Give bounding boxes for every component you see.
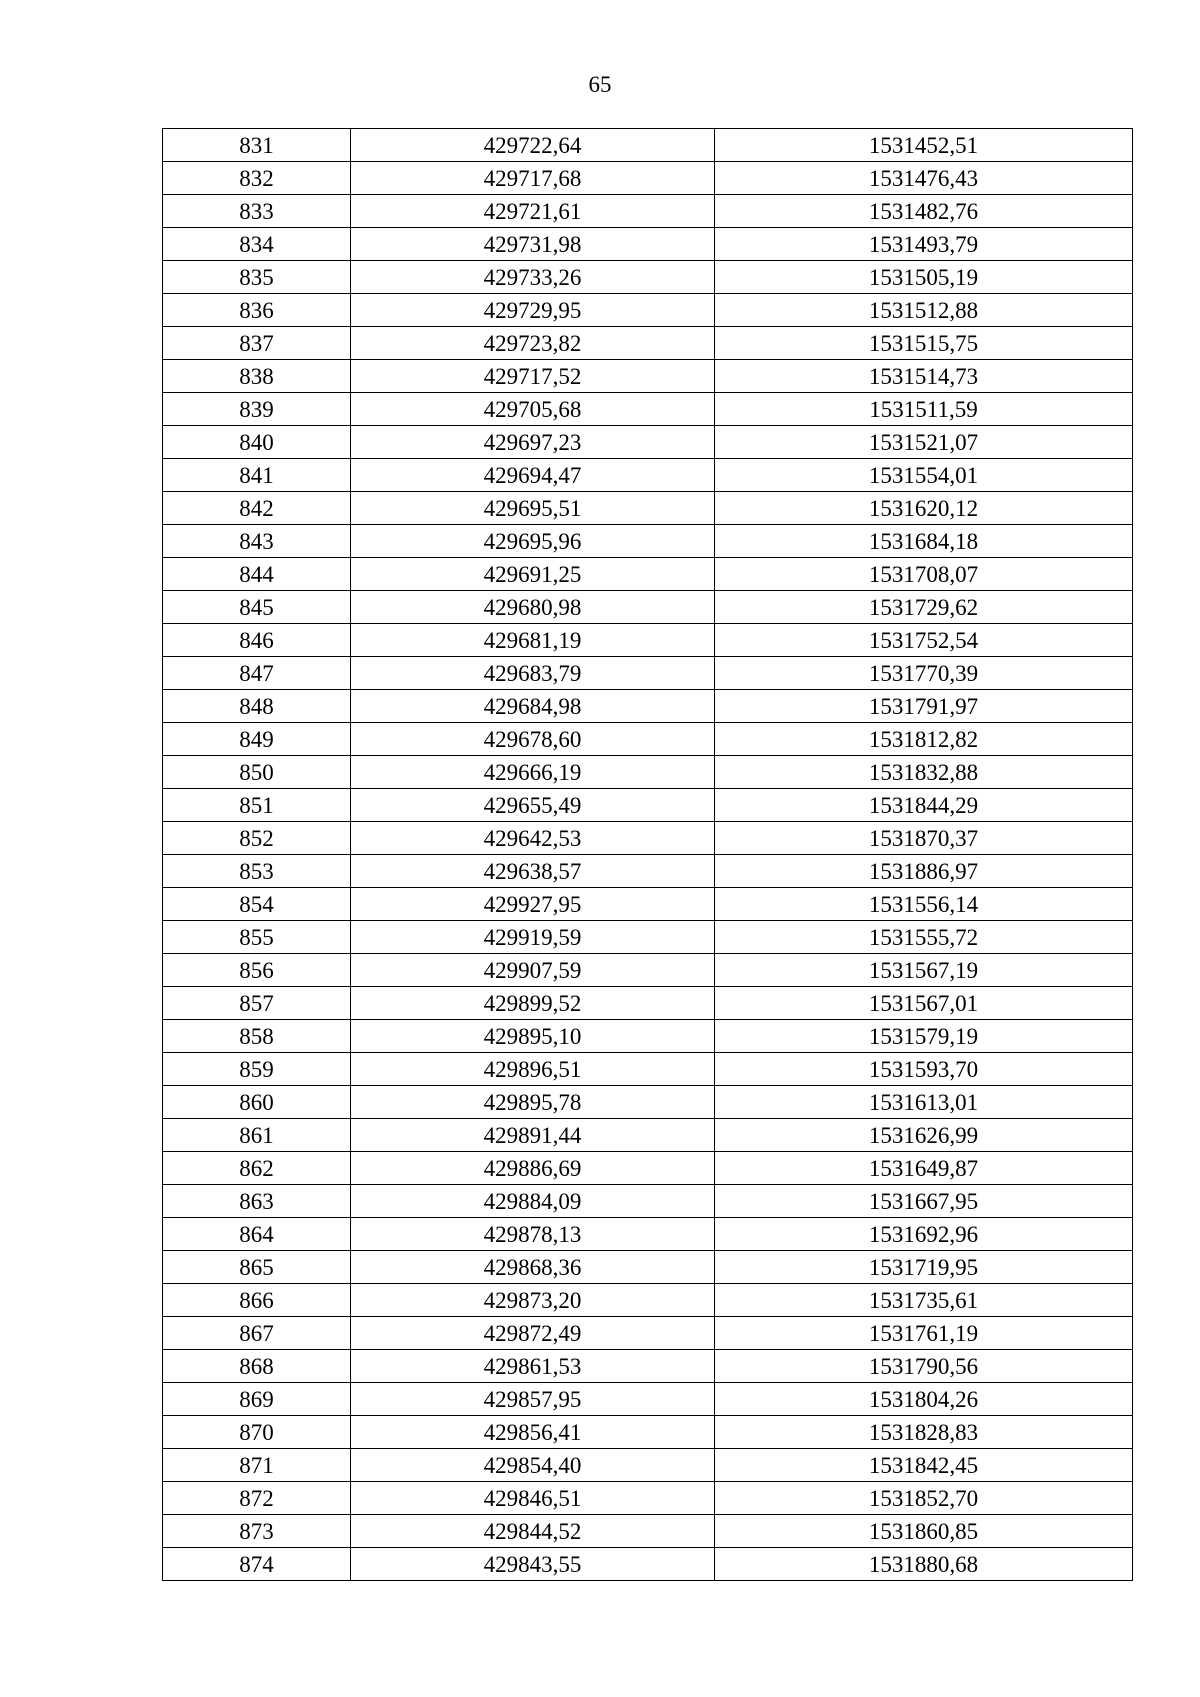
point-number-cell: 836	[163, 294, 351, 327]
y-coordinate-cell: 1531735,61	[715, 1284, 1133, 1317]
x-coordinate-cell: 429878,13	[351, 1218, 715, 1251]
point-number-cell: 851	[163, 789, 351, 822]
table-row	[163, 657, 1133, 690]
y-coordinate-cell: 1531719,95	[715, 1251, 1133, 1284]
point-number-cell: 861	[163, 1119, 351, 1152]
x-coordinate-cell: 429899,52	[351, 987, 715, 1020]
table-row	[163, 822, 1133, 855]
table-row	[163, 1119, 1133, 1152]
table-row	[163, 855, 1133, 888]
x-coordinate-cell: 429717,68	[351, 162, 715, 195]
y-coordinate-cell: 1531613,01	[715, 1086, 1133, 1119]
x-coordinate-cell: 429857,95	[351, 1383, 715, 1416]
table-row	[163, 987, 1133, 1020]
point-number-cell: 844	[163, 558, 351, 591]
point-number-cell: 838	[163, 360, 351, 393]
x-coordinate-cell: 429697,23	[351, 426, 715, 459]
table-row	[163, 327, 1133, 360]
y-coordinate-cell: 1531860,85	[715, 1515, 1133, 1548]
table-row	[163, 261, 1133, 294]
x-coordinate-cell: 429684,98	[351, 690, 715, 723]
point-number-cell: 859	[163, 1053, 351, 1086]
x-coordinate-cell: 429683,79	[351, 657, 715, 690]
table-row	[163, 1350, 1133, 1383]
x-coordinate-cell: 429733,26	[351, 261, 715, 294]
table-row	[163, 1086, 1133, 1119]
point-number-cell: 833	[163, 195, 351, 228]
coordinates-table	[162, 128, 1133, 1581]
table-row	[163, 1284, 1133, 1317]
y-coordinate-cell: 1531555,72	[715, 921, 1133, 954]
table-row	[163, 393, 1133, 426]
table-row	[163, 756, 1133, 789]
x-coordinate-cell: 429895,10	[351, 1020, 715, 1053]
table-row	[163, 1548, 1133, 1581]
point-number-cell: 868	[163, 1350, 351, 1383]
point-number-cell: 862	[163, 1152, 351, 1185]
y-coordinate-cell: 1531790,56	[715, 1350, 1133, 1383]
x-coordinate-cell: 429886,69	[351, 1152, 715, 1185]
y-coordinate-cell: 1531870,37	[715, 822, 1133, 855]
y-coordinate-cell: 1531515,75	[715, 327, 1133, 360]
x-coordinate-cell: 429843,55	[351, 1548, 715, 1581]
y-coordinate-cell: 1531521,07	[715, 426, 1133, 459]
x-coordinate-cell: 429861,53	[351, 1350, 715, 1383]
point-number-cell: 840	[163, 426, 351, 459]
y-coordinate-cell: 1531812,82	[715, 723, 1133, 756]
x-coordinate-cell: 429856,41	[351, 1416, 715, 1449]
table-row	[163, 1449, 1133, 1482]
x-coordinate-cell: 429722,64	[351, 129, 715, 162]
x-coordinate-cell: 429705,68	[351, 393, 715, 426]
point-number-cell: 871	[163, 1449, 351, 1482]
table-row	[163, 1185, 1133, 1218]
point-number-cell: 853	[163, 855, 351, 888]
x-coordinate-cell: 429854,40	[351, 1449, 715, 1482]
point-number-cell: 834	[163, 228, 351, 261]
x-coordinate-cell: 429691,25	[351, 558, 715, 591]
y-coordinate-cell: 1531692,96	[715, 1218, 1133, 1251]
y-coordinate-cell: 1531511,59	[715, 393, 1133, 426]
table-row	[163, 1482, 1133, 1515]
x-coordinate-cell: 429868,36	[351, 1251, 715, 1284]
y-coordinate-cell: 1531844,29	[715, 789, 1133, 822]
x-coordinate-cell: 429694,47	[351, 459, 715, 492]
y-coordinate-cell: 1531593,70	[715, 1053, 1133, 1086]
y-coordinate-cell: 1531567,19	[715, 954, 1133, 987]
y-coordinate-cell: 1531579,19	[715, 1020, 1133, 1053]
table-row	[163, 1218, 1133, 1251]
x-coordinate-cell: 429844,52	[351, 1515, 715, 1548]
table-row	[163, 921, 1133, 954]
x-coordinate-cell: 429638,57	[351, 855, 715, 888]
y-coordinate-cell: 1531626,99	[715, 1119, 1133, 1152]
point-number-cell: 831	[163, 129, 351, 162]
point-number-cell: 870	[163, 1416, 351, 1449]
x-coordinate-cell: 429681,19	[351, 624, 715, 657]
y-coordinate-cell: 1531514,73	[715, 360, 1133, 393]
table-row	[163, 1416, 1133, 1449]
y-coordinate-cell: 1531842,45	[715, 1449, 1133, 1482]
table-row	[163, 1383, 1133, 1416]
x-coordinate-cell: 429896,51	[351, 1053, 715, 1086]
y-coordinate-cell: 1531649,87	[715, 1152, 1133, 1185]
x-coordinate-cell: 429680,98	[351, 591, 715, 624]
y-coordinate-cell: 1531554,01	[715, 459, 1133, 492]
table-row	[163, 1251, 1133, 1284]
point-number-cell: 835	[163, 261, 351, 294]
point-number-cell: 849	[163, 723, 351, 756]
page-number: 65	[588, 72, 612, 97]
y-coordinate-cell: 1531886,97	[715, 855, 1133, 888]
point-number-cell: 863	[163, 1185, 351, 1218]
y-coordinate-cell: 1531667,95	[715, 1185, 1133, 1218]
y-coordinate-cell: 1531708,07	[715, 558, 1133, 591]
point-number-cell: 841	[163, 459, 351, 492]
point-number-cell: 869	[163, 1383, 351, 1416]
table-row	[163, 459, 1133, 492]
y-coordinate-cell: 1531620,12	[715, 492, 1133, 525]
x-coordinate-cell: 429666,19	[351, 756, 715, 789]
table-row	[163, 1053, 1133, 1086]
table-row	[163, 1317, 1133, 1350]
x-coordinate-cell: 429678,60	[351, 723, 715, 756]
table-row	[163, 624, 1133, 657]
y-coordinate-cell: 1531880,68	[715, 1548, 1133, 1581]
point-number-cell: 842	[163, 492, 351, 525]
table-row	[163, 690, 1133, 723]
x-coordinate-cell: 429927,95	[351, 888, 715, 921]
point-number-cell: 874	[163, 1548, 351, 1581]
y-coordinate-cell: 1531684,18	[715, 525, 1133, 558]
x-coordinate-cell: 429731,98	[351, 228, 715, 261]
table-row	[163, 1152, 1133, 1185]
y-coordinate-cell: 1531493,79	[715, 228, 1133, 261]
point-number-cell: 848	[163, 690, 351, 723]
point-number-cell: 850	[163, 756, 351, 789]
x-coordinate-cell: 429891,44	[351, 1119, 715, 1152]
point-number-cell: 852	[163, 822, 351, 855]
table-row	[163, 1020, 1133, 1053]
point-number-cell: 858	[163, 1020, 351, 1053]
table-row	[163, 591, 1133, 624]
table-row	[163, 723, 1133, 756]
y-coordinate-cell: 1531512,88	[715, 294, 1133, 327]
y-coordinate-cell: 1531770,39	[715, 657, 1133, 690]
point-number-cell: 873	[163, 1515, 351, 1548]
y-coordinate-cell: 1531752,54	[715, 624, 1133, 657]
x-coordinate-cell: 429895,78	[351, 1086, 715, 1119]
y-coordinate-cell: 1531729,62	[715, 591, 1133, 624]
y-coordinate-cell: 1531832,88	[715, 756, 1133, 789]
point-number-cell: 867	[163, 1317, 351, 1350]
x-coordinate-cell: 429695,96	[351, 525, 715, 558]
table-row	[163, 1515, 1133, 1548]
point-number-cell: 845	[163, 591, 351, 624]
point-number-cell: 839	[163, 393, 351, 426]
y-coordinate-cell: 1531476,43	[715, 162, 1133, 195]
y-coordinate-cell: 1531791,97	[715, 690, 1133, 723]
point-number-cell: 846	[163, 624, 351, 657]
y-coordinate-cell: 1531761,19	[715, 1317, 1133, 1350]
point-number-cell: 857	[163, 987, 351, 1020]
coordinates-table-body	[163, 129, 1133, 1581]
table-row	[163, 426, 1133, 459]
point-number-cell: 860	[163, 1086, 351, 1119]
table-row	[163, 888, 1133, 921]
point-number-cell: 843	[163, 525, 351, 558]
table-row	[163, 525, 1133, 558]
x-coordinate-cell: 429846,51	[351, 1482, 715, 1515]
table-row	[163, 789, 1133, 822]
table-row	[163, 492, 1133, 525]
table-row	[163, 228, 1133, 261]
table-row	[163, 294, 1133, 327]
y-coordinate-cell: 1531828,83	[715, 1416, 1133, 1449]
x-coordinate-cell: 429655,49	[351, 789, 715, 822]
x-coordinate-cell: 429907,59	[351, 954, 715, 987]
point-number-cell: 832	[163, 162, 351, 195]
table-row	[163, 162, 1133, 195]
point-number-cell: 872	[163, 1482, 351, 1515]
y-coordinate-cell: 1531804,26	[715, 1383, 1133, 1416]
table-row	[163, 954, 1133, 987]
point-number-cell: 866	[163, 1284, 351, 1317]
x-coordinate-cell: 429642,53	[351, 822, 715, 855]
point-number-cell: 847	[163, 657, 351, 690]
y-coordinate-cell: 1531505,19	[715, 261, 1133, 294]
y-coordinate-cell: 1531567,01	[715, 987, 1133, 1020]
x-coordinate-cell: 429919,59	[351, 921, 715, 954]
y-coordinate-cell: 1531482,76	[715, 195, 1133, 228]
point-number-cell: 856	[163, 954, 351, 987]
x-coordinate-cell: 429872,49	[351, 1317, 715, 1350]
y-coordinate-cell: 1531852,70	[715, 1482, 1133, 1515]
y-coordinate-cell: 1531556,14	[715, 888, 1133, 921]
x-coordinate-cell: 429723,82	[351, 327, 715, 360]
x-coordinate-cell: 429717,52	[351, 360, 715, 393]
x-coordinate-cell: 429721,61	[351, 195, 715, 228]
y-coordinate-cell: 1531452,51	[715, 129, 1133, 162]
x-coordinate-cell: 429695,51	[351, 492, 715, 525]
point-number-cell: 837	[163, 327, 351, 360]
table-row	[163, 360, 1133, 393]
table-row	[163, 558, 1133, 591]
point-number-cell: 865	[163, 1251, 351, 1284]
point-number-cell: 864	[163, 1218, 351, 1251]
x-coordinate-cell: 429884,09	[351, 1185, 715, 1218]
x-coordinate-cell: 429729,95	[351, 294, 715, 327]
table-row	[163, 195, 1133, 228]
point-number-cell: 854	[163, 888, 351, 921]
point-number-cell: 855	[163, 921, 351, 954]
table-row	[163, 129, 1133, 162]
x-coordinate-cell: 429873,20	[351, 1284, 715, 1317]
